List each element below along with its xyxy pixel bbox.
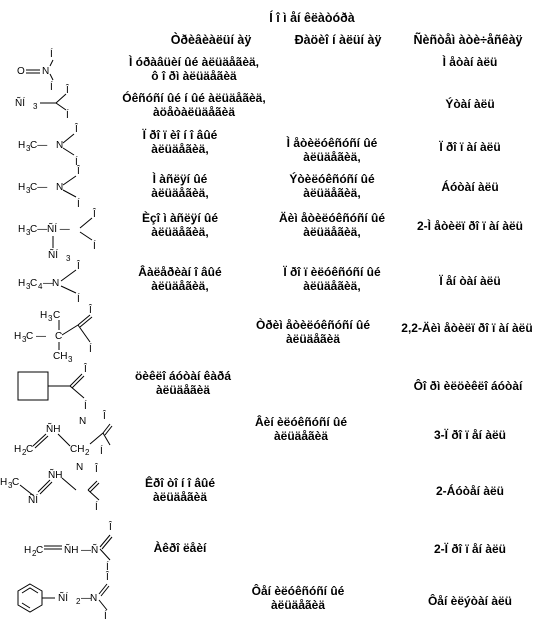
- svg-text:H: H: [14, 331, 22, 342]
- svg-text:N: N: [76, 462, 84, 473]
- svg-text:Í: Í: [95, 502, 98, 513]
- rational-name-row-9: Âèí èëóêñóñí ûé àëüäåãèä: [254, 415, 348, 443]
- trivial-name-row-10: Êðî òî í î âûé àëüäåãèä: [144, 476, 215, 504]
- formula-prefix: O: [17, 66, 25, 77]
- formula-n: N: [42, 66, 50, 77]
- rational-name-row-12: Ôåí èëóêñóñí ûé àëüäåãèä: [251, 584, 345, 612]
- svg-text:3: 3: [26, 186, 31, 195]
- svg-text:Î: Î: [77, 166, 80, 177]
- formula-prefix: H: [0, 477, 8, 488]
- systematic-name-row-7: 2,2-Äèì åòèëï ðî ï àí àëü: [401, 321, 533, 335]
- formula-prefix: H: [18, 140, 26, 151]
- svg-text:Í: Í: [106, 562, 109, 573]
- svg-text:3: 3: [26, 228, 31, 237]
- svg-text:C—: C—: [30, 140, 48, 151]
- svg-text:C: C: [26, 444, 34, 455]
- formula-prefix: H: [40, 310, 48, 321]
- formula-prefix: H: [18, 224, 26, 235]
- svg-text:—: —: [43, 278, 53, 289]
- trivial-name-row-3: Ï ðî ï èî í î âûé àëüäåãèä,: [142, 128, 218, 156]
- svg-text:C—: C—: [30, 224, 48, 235]
- rational-name-row-5: Äèì åòèëóêñóñí ûé àëüäåãèä,: [278, 211, 386, 239]
- formula-n: ÑH: [46, 424, 61, 435]
- header-systematic: Ñèñòåì àòè÷åñêàÿ: [413, 33, 523, 47]
- svg-text:2: 2: [76, 597, 81, 606]
- svg-text:3: 3: [66, 254, 71, 263]
- svg-text:Î: Î: [109, 522, 112, 533]
- svg-text:C—: C—: [30, 182, 48, 193]
- svg-text:CH: CH: [53, 351, 68, 362]
- rational-name-row-6: Ï ðî ï èëóêñóñí ûé àëüäåãèä,: [283, 265, 381, 293]
- svg-text:Í: Í: [84, 401, 87, 412]
- svg-text:C: C: [53, 310, 61, 321]
- trivial-name-row-8: öèêëî áóòàí êàðá àëüäåãèä: [134, 369, 232, 397]
- svg-text:ÑÍ —: ÑÍ —: [47, 224, 70, 235]
- formula-n: ÑH: [64, 545, 79, 556]
- svg-text:C —: C —: [26, 331, 46, 342]
- trivial-name-row-11: Àêðî ëåèí: [153, 541, 207, 555]
- header-trivial: Òðèâèàëüí àÿ: [170, 33, 252, 47]
- formula-n: N: [90, 593, 98, 604]
- svg-text:—: —: [81, 593, 91, 604]
- svg-text:Î: Î: [95, 464, 98, 475]
- systematic-name-row-8: Ôî ðì èëöèêëî áóòàí: [413, 379, 523, 393]
- formula-n: ÑÍ: [48, 250, 58, 261]
- svg-text:—Ñ: —Ñ: [81, 545, 99, 556]
- trivial-name-row-2: Óêñóñí ûé í ûé àëüäåãèä, àöåòàëüäåãèä: [122, 91, 266, 119]
- svg-text:3: 3: [33, 102, 38, 111]
- structure-row-5: [18, 207, 97, 263]
- rational-name-row-4: Ýòèëóêñóñí ûé àëüäåãèä,: [289, 172, 375, 200]
- formula-prefix: ÑÍ: [58, 593, 68, 604]
- svg-text:Í: Í: [77, 294, 80, 305]
- svg-text:Í: Í: [77, 199, 80, 210]
- svg-text:Î: Î: [106, 572, 109, 583]
- svg-text:Í: Í: [100, 446, 103, 457]
- svg-text:Í: Í: [50, 82, 53, 93]
- structure-row-3: [18, 122, 79, 168]
- systematic-name-row-11: 2-Ï ðî ï åí àëü: [433, 542, 507, 556]
- structure-row-2: [15, 83, 70, 121]
- structure-row-11: [24, 520, 113, 573]
- svg-text:Í: Í: [50, 49, 53, 60]
- systematic-name-row-4: Áóòàí àëü: [441, 180, 499, 194]
- svg-text:Í: Í: [89, 344, 92, 355]
- structure-row-7: [14, 303, 93, 364]
- formula-n: N: [56, 140, 64, 151]
- structure-row-9: [14, 409, 112, 457]
- svg-text:N: N: [79, 416, 87, 427]
- structure-row-1: [17, 47, 53, 93]
- formula-prefix: H: [18, 182, 26, 193]
- svg-text:Î: Î: [66, 85, 69, 96]
- rational-name-row-3: Ì åòèëóêñóñí ûé àëüäåãèä,: [286, 136, 378, 164]
- formula-n: ÑH: [48, 470, 63, 481]
- trivial-name-row-6: Âàëåðèàí î âûé àëüäåãèä,: [138, 265, 222, 293]
- formula-prefix: ÑÍ: [15, 98, 25, 109]
- svg-text:3: 3: [22, 335, 27, 344]
- svg-text:3: 3: [26, 144, 31, 153]
- trivial-name-row-4: Ì àñëÿí ûé àëüäåãèä,: [151, 172, 209, 200]
- formula-prefix: H: [14, 444, 22, 455]
- systematic-name-row-2: Ýòàí àëü: [445, 97, 495, 111]
- svg-text:Î: Î: [75, 124, 78, 135]
- svg-text:C: C: [12, 477, 20, 488]
- svg-text:Í: Í: [104, 611, 107, 622]
- svg-text:Í: Í: [93, 241, 96, 252]
- systematic-name-row-6: Ï åí òàí àëü: [439, 274, 501, 288]
- formula-n: N: [56, 182, 64, 193]
- structure-row-6: [18, 259, 81, 305]
- svg-text:3: 3: [48, 314, 53, 323]
- systematic-name-row-3: Ï ðî ï àí àëü: [439, 140, 501, 154]
- rational-name-row-7: Òðèì åòèëóêñóñí ûé àëüäåãèä: [255, 318, 371, 346]
- svg-text:CH: CH: [70, 444, 85, 455]
- svg-text:Î: Î: [89, 305, 92, 316]
- structure-row-10: [0, 462, 99, 513]
- systematic-name-row-5: 2-Ì åòèëï ðî ï àí àëü: [416, 219, 524, 233]
- svg-text:Î: Î: [93, 209, 96, 220]
- svg-text:2: 2: [32, 549, 37, 558]
- systematic-name-row-9: 3-Ï ðî ï åí àëü: [433, 428, 507, 442]
- svg-text:C: C: [30, 278, 38, 289]
- header-top: Í î ì åí êëàòóðà: [269, 11, 355, 25]
- svg-text:3: 3: [8, 481, 13, 490]
- svg-text:Î: Î: [84, 364, 87, 375]
- structure-row-12: [18, 570, 110, 622]
- formula-prefix: H: [18, 278, 26, 289]
- structure-row-4: [18, 164, 81, 210]
- svg-text:2: 2: [85, 448, 90, 457]
- svg-text:ÑÍ: ÑÍ: [28, 495, 38, 506]
- systematic-name-row-12: Ôåí èëýòàí àëü: [427, 594, 513, 608]
- trivial-name-row-1: Ì óðàâüèí ûé àëüäåãèä, ô î ðì àëüäåãèä: [128, 55, 260, 83]
- svg-text:Î: Î: [77, 261, 80, 272]
- svg-text:2: 2: [22, 448, 27, 457]
- svg-text:C: C: [36, 545, 44, 556]
- svg-text:C: C: [55, 331, 63, 342]
- formula-n: N: [52, 278, 60, 289]
- svg-text:Í: Í: [66, 110, 69, 121]
- formula-prefix: H: [24, 545, 32, 556]
- header-rational: Ðàöèî í àëüí àÿ: [294, 33, 382, 47]
- structure-row-8: [18, 362, 88, 412]
- svg-text:Î: Î: [103, 411, 106, 422]
- systematic-name-row-1: Ì åòàí àëü: [442, 55, 498, 69]
- svg-text:4: 4: [38, 282, 43, 291]
- trivial-name-row-5: Èçî ì àñëÿí ûé àëüäåãèä,: [141, 211, 219, 239]
- svg-text:Í: Í: [75, 157, 78, 168]
- svg-text:3: 3: [26, 282, 31, 291]
- svg-text:3: 3: [68, 355, 73, 364]
- systematic-name-row-10: 2-Áóòåí àëü: [435, 484, 504, 498]
